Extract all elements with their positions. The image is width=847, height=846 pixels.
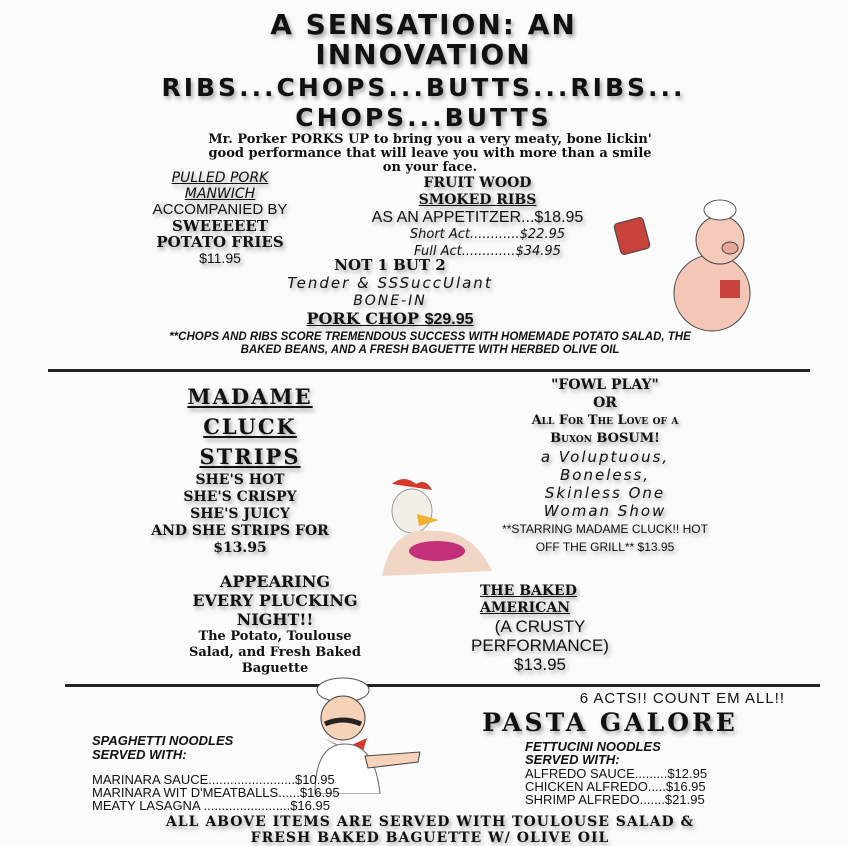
madame-title-line: STRIPS — [199, 444, 301, 469]
baked-title: THE BAKED — [480, 583, 577, 599]
intro-line: good performance that will leave you with more than a smile — [208, 146, 652, 161]
full-act-label: Full Act............. — [414, 244, 516, 259]
pasta-acts: 6 ACTS!! COUNT EM ALL!! — [579, 690, 785, 707]
pig-chef-illustration — [612, 198, 782, 333]
pork-chop-line: NOT 1 BUT 2 — [334, 256, 446, 274]
baked-american-section — [430, 583, 650, 674]
item-price: $10.95 — [295, 772, 335, 787]
fettucini-header — [525, 740, 745, 766]
fowl-line: Buxon BOSUM! — [550, 431, 660, 446]
baked-line: (A CRUSTY — [494, 617, 586, 636]
item-price: $21.95 — [664, 792, 705, 807]
item-name: ALFREDO SAUCE......... — [525, 766, 668, 781]
footer-note — [40, 814, 820, 846]
appearing-line: APPEARING — [219, 572, 331, 591]
fowl-line: Woman Show — [543, 502, 667, 520]
spaghetti-list — [92, 773, 452, 812]
pork-chop-section — [200, 256, 580, 329]
fowl-line: OR — [593, 395, 617, 411]
madame-price: $13.95 — [213, 540, 267, 556]
ribs-title: FRUIT WOOD — [423, 175, 532, 191]
baked-line: PERFORMANCE) — [471, 636, 609, 655]
footer-line: FRESH BAKED BAGUETTE W/ OLIVE OIL — [250, 830, 610, 846]
item-price: $16.95 — [299, 785, 340, 800]
ribs-section — [330, 175, 625, 260]
pork-chop-line: Tender & SSSuccUlant — [287, 274, 493, 292]
ribs-note — [40, 331, 820, 357]
pork-chop-price: $29.95 — [424, 311, 474, 328]
madame-line: AND SHE STRIPS FOR — [151, 523, 329, 539]
intro-text — [40, 133, 820, 175]
divider — [48, 369, 810, 372]
spaghetti-header-line: SERVED WITH: — [92, 747, 187, 762]
fowl-line: Boneless, — [560, 466, 650, 484]
spaghetti-header-line: SPAGHETTI NOODLES — [92, 733, 234, 748]
footer-line: ALL ABOVE ITEMS ARE SERVED WITH TOULOUSE SALAD & — [165, 814, 695, 830]
item-name: SHRIMP ALFREDO....... — [525, 792, 665, 807]
divider — [65, 684, 820, 687]
madame-line: SHE'S JUICY — [190, 506, 290, 522]
fowl-play-section — [455, 376, 755, 556]
short-act-label: Short Act............ — [409, 227, 520, 242]
baked-title: AMERICAN — [480, 600, 571, 616]
appearing-section — [140, 572, 410, 677]
appearing-line: NIGHT!! — [236, 610, 314, 629]
appearing-line: Salad, and Fresh Baked — [188, 645, 361, 660]
madame-title-line: MADAME — [187, 384, 313, 409]
title-line-1: A SENSATION: AN — [270, 8, 577, 41]
intro-line: Mr. Porker PORKS UP to bring you a very meaty, bone lickin' — [208, 132, 652, 147]
menu-item — [92, 799, 452, 812]
note-line: **CHOPS AND RIBS SCORE TREMENDOUS SUCCESS WITH HOMEMADE POTATO SALAD, THE — [169, 331, 691, 343]
item-price: $12.95 — [667, 766, 708, 781]
pasta-title: PASTA GALORE — [482, 708, 738, 737]
pork-chop-title: PORK CHOP — [306, 309, 420, 328]
spaghetti-header — [92, 734, 312, 762]
fettucini-header-line: FETTUCINI NOODLES — [525, 739, 661, 754]
tagline-line-1: RIBS...CHOPS...BUTTS...RIBS... — [161, 73, 686, 102]
pulled-pork-desc: POTATO FRIES — [156, 233, 284, 251]
pulled-pork-title: MANWICH — [184, 186, 256, 202]
item-price: $16.95 — [665, 779, 706, 794]
full-act-price: $34.95 — [515, 244, 561, 259]
item-name: CHICKEN ALFREDO..... — [525, 779, 666, 794]
appearing-line: EVERY PLUCKING — [192, 591, 358, 610]
madame-cluck-desc — [110, 472, 370, 557]
pulled-pork-desc: SWEEEEET — [171, 217, 268, 235]
pork-chop-line: BONE-IN — [353, 293, 427, 309]
appearing-line: Baguette — [241, 661, 309, 676]
item-name: MEATY LASAGNA ........................ — [92, 798, 291, 813]
fettucini-header-line: SERVED WITH: — [525, 752, 620, 767]
title-line-2: INNOVATION — [315, 38, 532, 71]
pulled-pork-price: $11.95 — [199, 250, 241, 266]
tagline-line-2: CHOPS...BUTTS — [295, 103, 552, 132]
ribs-title: SMOKED RIBS — [418, 192, 537, 208]
menu-item — [525, 793, 805, 806]
fowl-price: OFF THE GRILL** $13.95 — [535, 540, 675, 554]
appearing-line: The Potato, Toulouse — [198, 629, 352, 644]
ribs-appetizer: AS AN APPETITZER...$18.95 — [371, 209, 584, 226]
madame-cluck-title — [140, 382, 360, 472]
baked-price: $13.95 — [514, 655, 566, 674]
short-act-price: $22.95 — [519, 227, 566, 242]
intro-line: on your face. — [382, 160, 478, 175]
item-price: $16.95 — [290, 798, 330, 813]
fowl-line: "FOWL PLAY" — [551, 377, 659, 393]
madame-title-line: CLUCK — [203, 414, 297, 439]
fettucini-list — [525, 767, 805, 806]
pulled-pork-desc: ACCOMPANIED BY — [152, 201, 288, 218]
madame-line: SHE'S HOT — [195, 472, 285, 488]
note-line: BAKED BEANS, AND A FRESH BAGUETTE WITH HERBED OLIVE OIL — [240, 344, 620, 356]
madame-line: SHE'S CRISPY — [183, 489, 297, 505]
fowl-line: Skinless One — [544, 484, 666, 502]
pulled-pork-title: PULLED PORK — [171, 170, 269, 186]
fowl-line: All For The Love of a — [531, 413, 679, 428]
fowl-line: **STARRING MADAME CLUCK!! HOT — [502, 522, 708, 536]
pulled-pork-section — [110, 170, 330, 266]
item-name: MARINARA SAUCE........................ — [92, 772, 295, 787]
item-name: MARINARA WIT D'MEATBALLS...... — [92, 785, 300, 800]
fowl-line: a Voluptuous, — [540, 448, 670, 466]
